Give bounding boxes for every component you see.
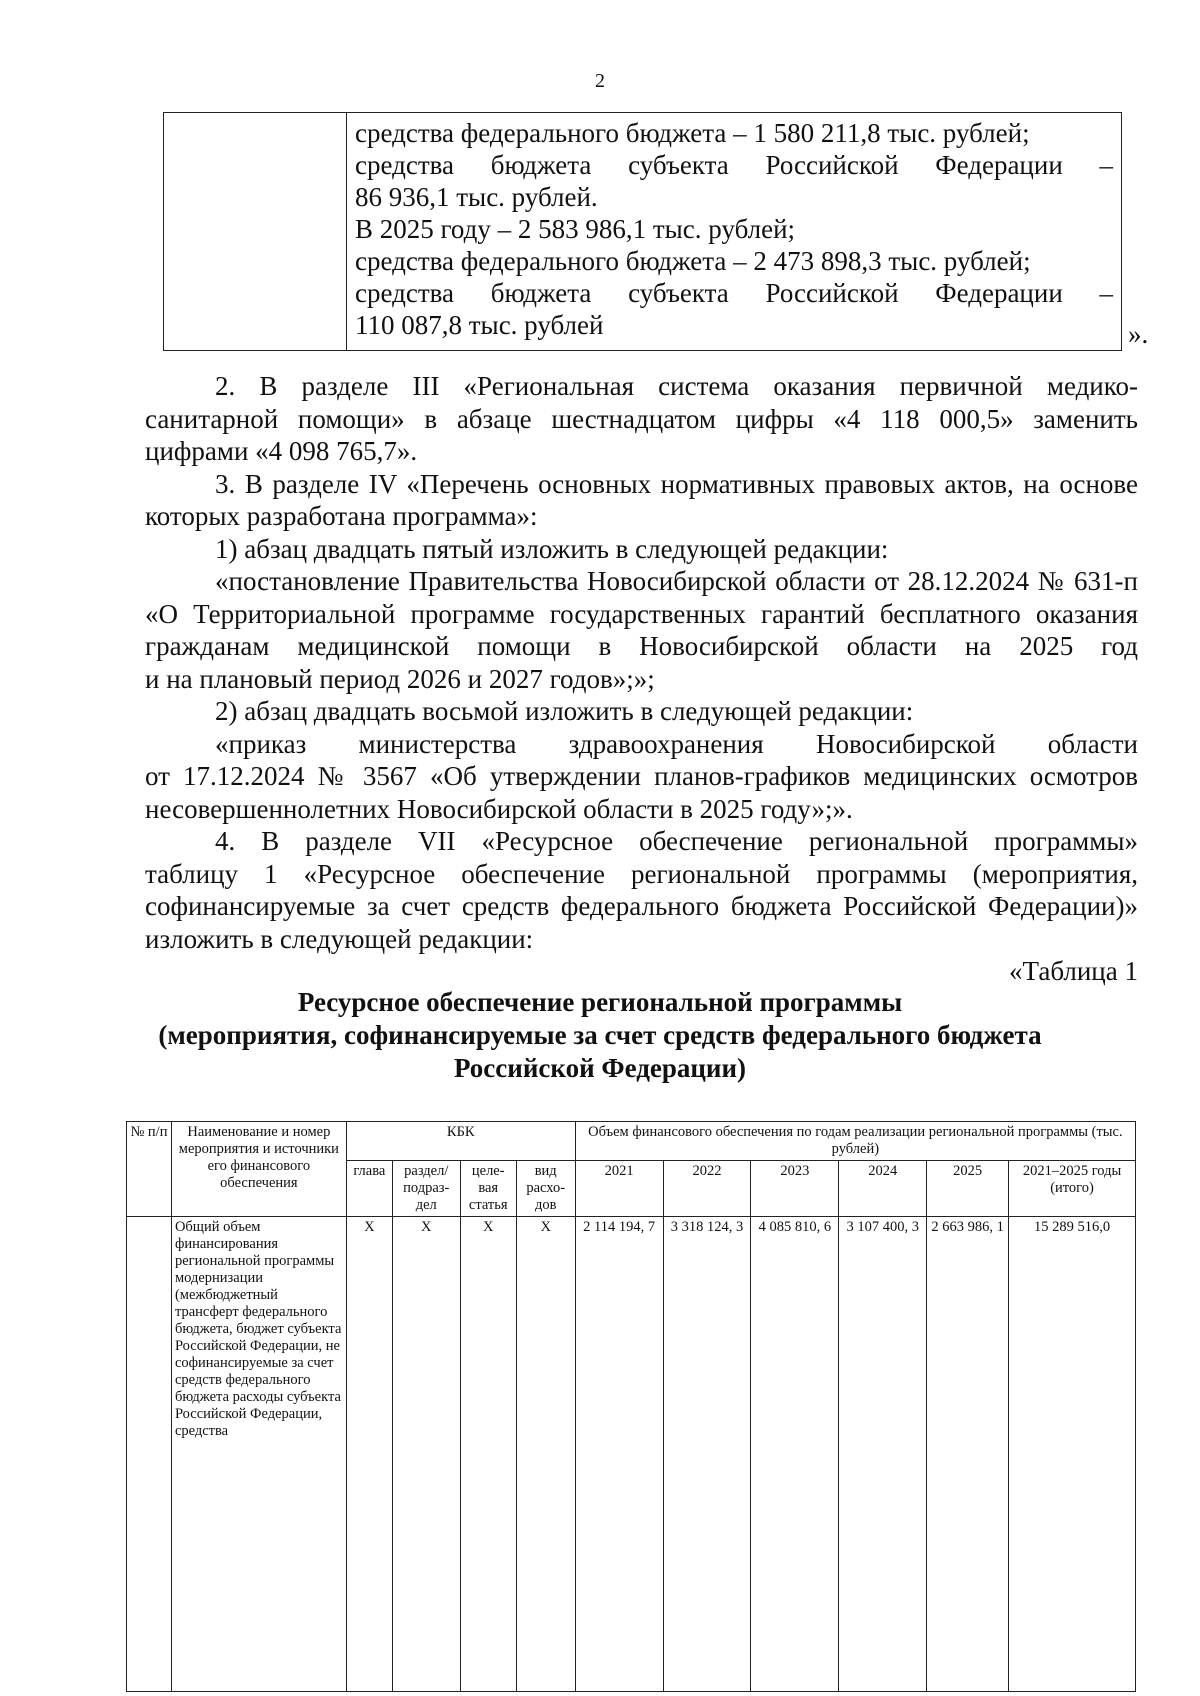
col-2024: 2024 [839,1161,927,1217]
col-vid: вид расхо- дов [516,1161,575,1217]
empty-cell [164,113,347,351]
paragraph-3 [145,468,1138,533]
funding-line: средства федерального бюджета – 1 580 211,8 тыс. рублей; [355,118,1030,148]
text-line: «постановление Правительства Новосибирской области от 28.12.2024 № 631-п [215,566,1138,596]
col-num: № п/п [127,1122,172,1217]
col-kbk: КБК [346,1122,575,1161]
col-statya: целе- вая статья [460,1161,516,1217]
text-line: и на плановый период 2026 и 2027 годов»;»; [145,663,655,694]
paragraph-3-2-quote [145,728,1138,826]
text-line: «О Территориальной программе государственных гарантий бесплатного оказания [145,598,1138,629]
text-line: несовершеннолетних Новосибирской области в 2025 году»;». [145,793,853,824]
cell-2021: 2 114 194, 7 [575,1217,663,1692]
continuation-table [163,112,1122,351]
cell-2022: 3 318 124, 3 [663,1217,751,1692]
resource-table [126,1121,1136,1692]
text-line: 3. В разделе IV «Перечень основных нормативных правовых актов, на основе [215,468,1138,499]
funding-line: средства бюджета субъекта Российской Федерации – [355,278,1113,308]
table-row [127,1217,1136,1692]
funding-line: В 2025 году – 2 583 986,1 тыс. рублей; [355,214,796,244]
funding-cell [347,113,1122,351]
cell-2025: 2 663 986, 1 [927,1217,1009,1692]
col-2025: 2025 [927,1161,1009,1217]
text-line: цифрами «4 098 765,7». [145,436,418,466]
title-line: Ресурсное обеспечение региональной программы [297,987,903,1017]
text-line: которых разработана программа»: [145,501,538,531]
header-row [127,1122,1136,1161]
funding-line: средства федерального бюджета – 2 473 898,3 тыс. рублей; [355,246,1031,276]
funding-line: 110 087,8 тыс. рублей [355,310,604,340]
col-total: 2021–2025 годы (итого) [1009,1161,1136,1217]
closing-quote: ». [1128,319,1149,349]
cell-name: Общий объем финансирования региональной программы модернизации (межбюджетный трансферт федерального бюджета, бюджет субъекта Российской Федерации, не софинансируемые за счет средств федерального бюджета расходы субъекта Российской Федерации, средства [171,1217,346,1692]
text-line: санитарной помощи» в абзаце шестнадцатом цифры «4 118 000,5» заменить [145,403,1138,434]
funding-line: средства бюджета субъекта Российской Федерации – [355,150,1113,180]
col-2023: 2023 [751,1161,839,1217]
page-number: 2 [595,70,605,92]
col-volume: Объем финансового обеспечения по годам реализации региональной программы (тыс. рублей) [575,1122,1135,1161]
table-title [0,986,1200,1085]
table-label: «Таблица 1 [1009,956,1138,986]
text-line: софинансируемые за счет средств федерального бюджета Российской Федерации)» [145,891,1138,921]
text-line: 1) абзац двадцать пятый изложить в следующей редакции: [215,533,889,564]
text-line: гражданам медицинской помощи в Новосибирской области на 2025 год [145,631,1138,661]
document-body [145,370,1138,988]
text-line: «приказ министерства здравоохранения Новосибирской области [215,728,1138,759]
col-glava: глава [346,1161,392,1217]
cell-2024: 3 107 400, 3 [839,1217,927,1692]
text-line: от 17.12.2024 № 3567 «Об утверждении планов-графиков медицинских осмотров [145,761,1138,791]
cell-glava: X [346,1217,392,1692]
paragraph-3-1 [145,533,1138,566]
cell-total: 15 289 516,0 [1009,1217,1136,1692]
text-line: изложить в следующей редакции: [145,923,534,954]
col-2022: 2022 [663,1161,751,1217]
paragraph-4 [145,825,1138,955]
cell-2023: 4 085 810, 6 [751,1217,839,1692]
cell-num [127,1217,172,1692]
text-line: 2) абзац двадцать восьмой изложить в следующей редакции: [215,696,914,726]
funding-line: 86 936,1 тыс. рублей. [355,182,598,212]
col-name: Наименование и номер мероприятия и источники его финансового обеспечения [171,1122,346,1217]
title-line: Российской Федерации) [453,1053,747,1083]
title-line: (мероприятия, софинансируемые за счет средств федерального бюджета [158,1020,1042,1050]
paragraph-3-1-quote [145,565,1138,695]
text-line: 2. В разделе III «Региональная система оказания первичной медико- [215,371,1138,401]
col-2021: 2021 [575,1161,663,1217]
paragraph-2 [145,370,1138,468]
text-line: таблицу 1 «Ресурсное обеспечение региональной программы (мероприятия, [145,858,1138,889]
cell-vid: X [516,1217,575,1692]
cell-razdel: X [392,1217,460,1692]
cell-statya: X [460,1217,516,1692]
col-razdel: раздел/ подраз- дел [392,1161,460,1217]
paragraph-3-2 [145,695,1138,728]
text-line: 4. В разделе VII «Ресурсное обеспечение региональной программы» [215,826,1138,856]
